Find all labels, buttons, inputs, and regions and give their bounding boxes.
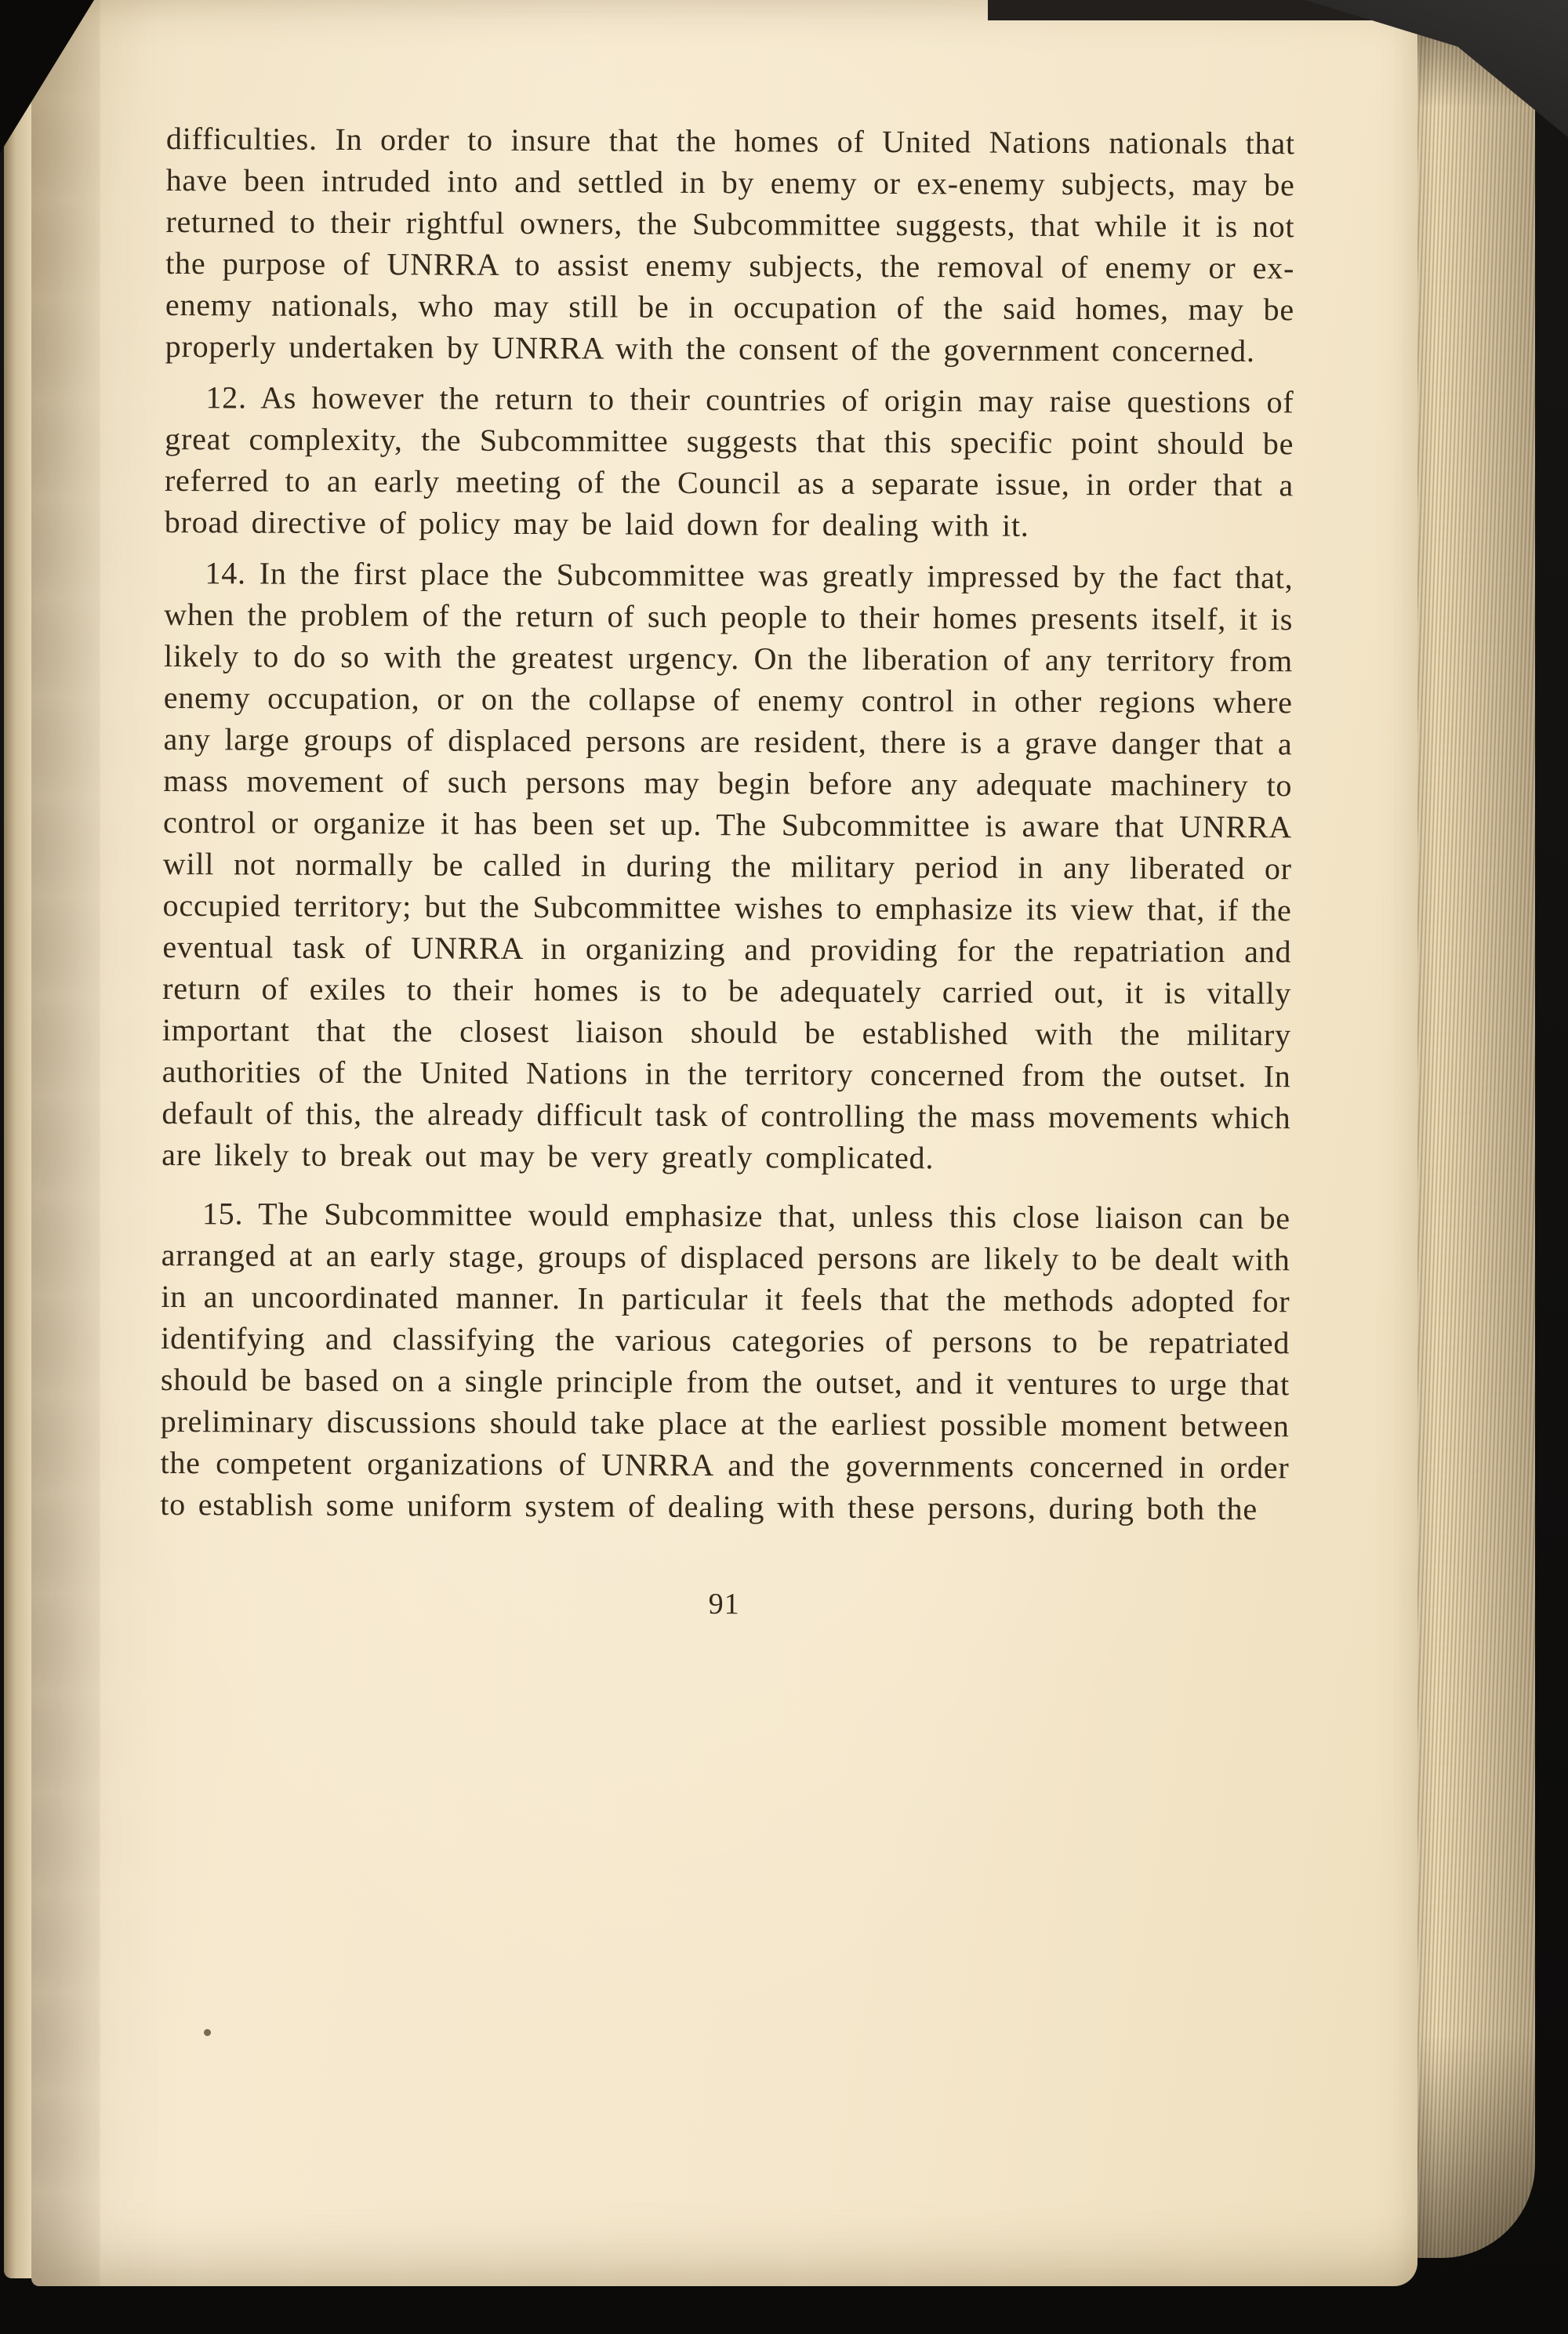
paragraph-continuation: difficulties. In order to insure that the homes of United Nations nationals that have been intruded into and settled in by enemy or ex-enemy subjects, may be returned to their rightful owners, the Subcommittee suggests, that while it is not the purpose of UNRRA to assist enemy subjects, the removal of enemy or ex-enemy nationals, who may still be in occupation of the said homes, may be properly undertaken by UNRRA with the consent of the government concerned. (165, 120, 1295, 369)
paragraph-15: 15. The Subcommittee would emphasize that, unless this close liaison can be arranged at an early stage, groups of displaced persons are likely to be dealt with in an uncoordinated manner. In particular it feels that the methods adopted for identifying and classifying the various categories of persons to be repatriated should be based on a single principle from the outset, and it ventures to urge that preliminary discussions should take place at the earliest possible moment between the competent organizations of UNRRA and the governments concerned in order to establish some uniform system of dealing with these persons, during both the (160, 1196, 1290, 1527)
page-edge-stack (1411, 19, 1535, 2258)
book-page (31, 0, 1417, 2286)
paragraph-14: 14. In the first place the Subcommittee was greatly impressed by the fact that, when the problem of the return of such people to their homes presents itself, it is likely to do so with the greatest urgency. On the liberation of any territory from enemy occupation, or on the collapse of enemy control in other regions where any large groups of displaced persons are resident, there is a grave danger that a mass movement of such persons may begin before any adequate machinery to control or organize it has been set up. The Subcommittee is aware that UNRRA will not normally be called in during the military period in any liberated or occupied territory; but the Subcommittee wishes to emphasize its view that, if the eventual task of UNRRA in organizing and providing for the repatriation and return of exiles to their homes is to be adequately carried out, it is vitally important that the closest liaison should be established with the military authorities of the United Nations in the territory concerned from the outset. In default of this, the already difficult task of controlling the mass movements which are likely to break out may be very greatly complicated. (162, 555, 1294, 1176)
page-number: 91 (708, 1588, 740, 1621)
scan-speck (204, 2029, 211, 2036)
paragraph-12: 12. As however the return to their countries of origin may raise questions of great complexity, the Subcommittee suggests that this specific point should be referred to an early meeting of the Council as a separate issue, in order that a broad directive of policy may be laid down for dealing with it. (164, 379, 1294, 543)
page-text (160, 118, 1295, 1628)
